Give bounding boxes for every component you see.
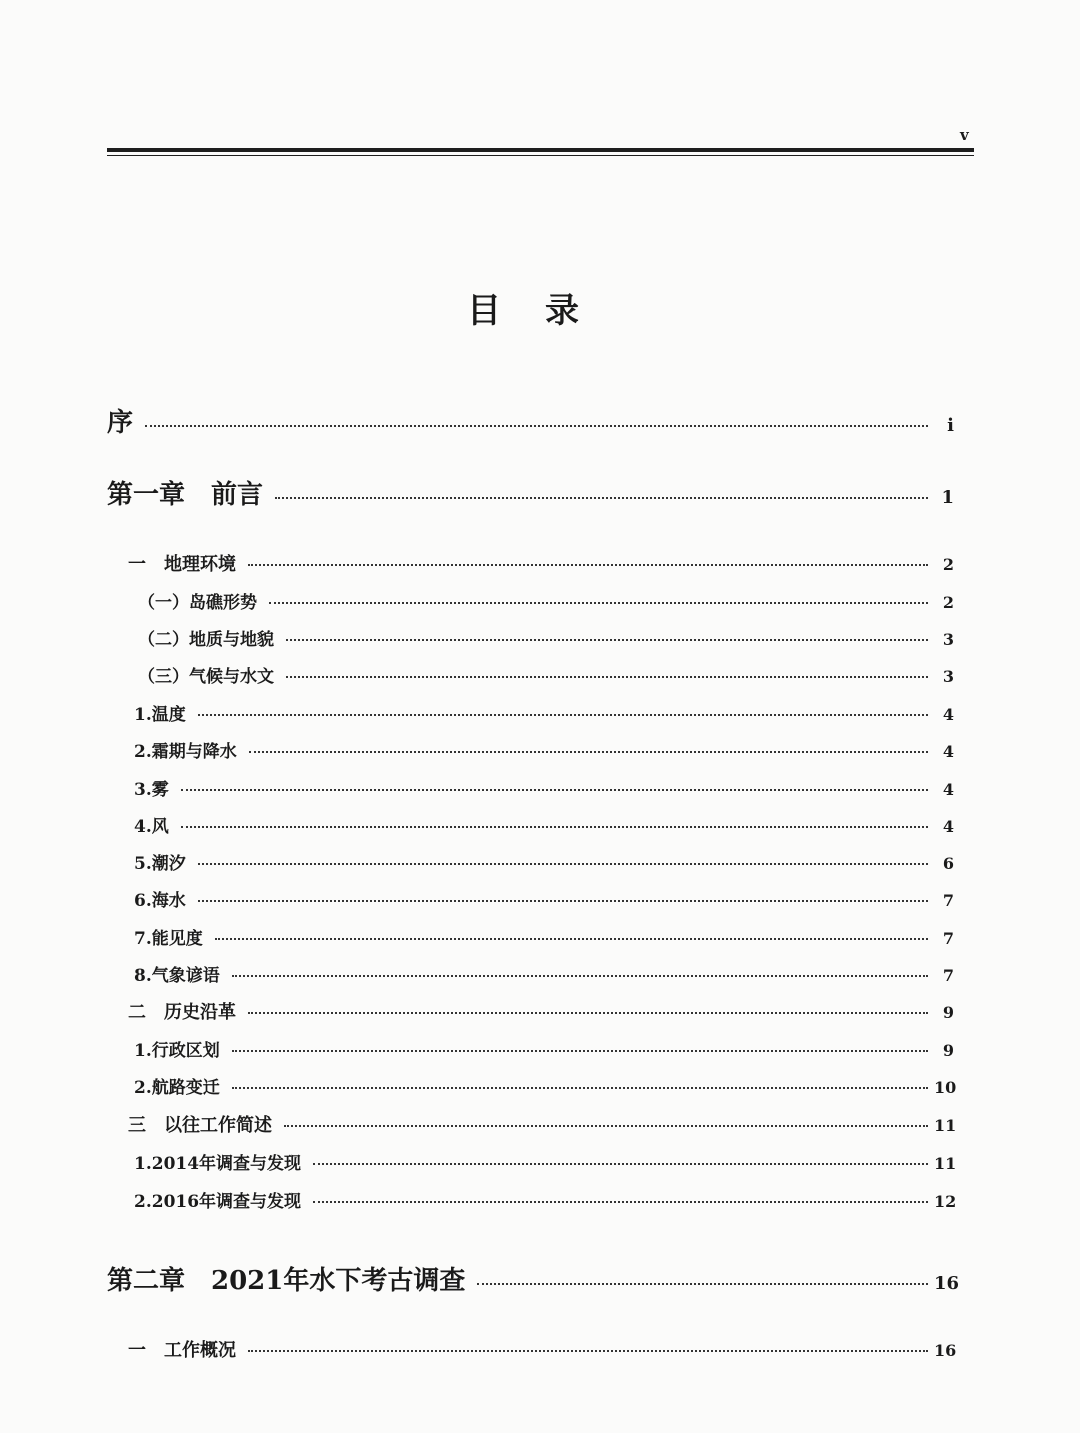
toc-entry-page: 6 (942, 854, 954, 873)
dot-leader (181, 826, 928, 828)
dot-leader (286, 676, 928, 678)
toc-entry-label: 一 地理环境 (128, 554, 236, 575)
toc-entry-label: 二 历史沿革 (128, 1002, 236, 1023)
toc-entry-label: 2.航路变迁 (134, 1078, 220, 1098)
toc-entry-label: 第一章 前言 (107, 480, 264, 510)
toc-entry[interactable] (138, 588, 954, 613)
toc-entry-page: 9 (942, 1003, 954, 1022)
toc-entry[interactable] (134, 1073, 957, 1098)
toc-entry-page: 2 (942, 593, 954, 612)
toc-entry-page: 16 (934, 1273, 960, 1294)
toc-entry[interactable] (134, 737, 954, 762)
toc-entry-preface[interactable] (107, 402, 954, 439)
toc-entry[interactable] (134, 775, 954, 800)
dot-leader (248, 564, 928, 566)
toc-entry-chapter-2[interactable] (107, 1260, 960, 1297)
toc-entry[interactable] (128, 998, 954, 1024)
toc-entry-page: 4 (942, 705, 954, 724)
toc-entry-page: 7 (942, 929, 954, 948)
toc-entry-page: 2 (942, 555, 954, 574)
page-number: v (960, 126, 969, 144)
toc-entry[interactable] (138, 662, 954, 687)
toc-entry-page: 12 (934, 1192, 957, 1211)
toc-entry-label: 5.潮汐 (134, 854, 186, 874)
toc-entry-page: 7 (942, 891, 954, 910)
toc-entry-page: 11 (934, 1116, 957, 1135)
toc-entry-label: 8.气象谚语 (134, 966, 220, 986)
dot-leader (198, 863, 928, 865)
page-title: 目录 (467, 291, 623, 331)
toc-entry[interactable] (128, 1336, 957, 1362)
dot-leader (477, 1283, 928, 1285)
dot-leader (181, 789, 928, 791)
dot-leader (198, 714, 928, 716)
dot-leader (232, 1050, 928, 1052)
toc-entry-page: 7 (942, 966, 954, 985)
toc-entry[interactable] (138, 625, 954, 650)
toc-entry-page: 3 (942, 630, 954, 649)
toc-entry[interactable] (134, 1036, 954, 1061)
toc-entry-page: 9 (942, 1041, 954, 1060)
toc-entry[interactable] (134, 812, 954, 837)
toc-entry-label: 3.雾 (134, 780, 169, 800)
toc-entry[interactable] (134, 924, 954, 949)
dot-leader (232, 1087, 928, 1089)
toc-entry-page: i (947, 415, 954, 436)
dot-leader (145, 425, 928, 427)
toc-entry-page: 1 (941, 487, 954, 508)
toc-entry-label: 一 工作概况 (128, 1340, 236, 1361)
toc-entry-label: （二）地质与地貌 (138, 630, 274, 650)
toc-entry-label: 1.温度 (134, 705, 186, 725)
toc-entry[interactable] (134, 849, 954, 874)
toc-entry-label: （一）岛礁形势 (138, 593, 257, 613)
toc-entry[interactable] (134, 700, 954, 725)
toc-entry-label: （三）气候与水文 (138, 667, 274, 687)
toc-entry-page: 10 (934, 1078, 957, 1097)
toc-entry-label: 6.海水 (134, 891, 186, 911)
toc-entry-label: 序 (107, 408, 134, 438)
dot-leader (249, 751, 928, 753)
toc-entry-page: 4 (942, 817, 954, 836)
toc-entry[interactable] (134, 886, 954, 911)
toc-entry[interactable] (128, 1111, 957, 1137)
dot-leader (284, 1125, 928, 1127)
toc-entry-chapter-1[interactable] (107, 474, 954, 511)
toc-entry-label: 1.2014年调查与发现 (134, 1154, 302, 1174)
toc-entry-page: 4 (942, 742, 954, 761)
toc-entry[interactable] (128, 550, 954, 576)
toc-entry-page: 4 (942, 780, 954, 799)
toc-entry-label: 4.风 (134, 817, 169, 837)
toc-entry-label: 7.能见度 (134, 929, 203, 949)
dot-leader (215, 938, 928, 940)
toc-entry-label: 三 以往工作简述 (128, 1115, 272, 1136)
dot-leader (269, 602, 928, 604)
toc-entry-label: 2.霜期与降水 (134, 742, 237, 762)
dot-leader (248, 1012, 928, 1014)
toc-entry-page: 16 (934, 1341, 957, 1360)
dot-leader (286, 639, 928, 641)
dot-leader (232, 975, 928, 977)
toc-entry[interactable] (134, 961, 954, 986)
toc-entry[interactable] (134, 1149, 957, 1174)
dot-leader (313, 1201, 928, 1203)
toc-entry[interactable] (134, 1187, 957, 1212)
dot-leader (198, 900, 928, 902)
dot-leader (275, 497, 928, 499)
toc-entry-label: 1.行政区划 (134, 1041, 220, 1061)
toc-entry-label: 2.2016年调查与发现 (134, 1192, 302, 1212)
toc-entry-page: 3 (942, 667, 954, 686)
toc-entry-page: 11 (934, 1154, 957, 1173)
dot-leader (313, 1163, 928, 1165)
dot-leader (248, 1350, 928, 1352)
toc-entry-label: 第二章 2021年水下考古调查 (107, 1266, 466, 1296)
